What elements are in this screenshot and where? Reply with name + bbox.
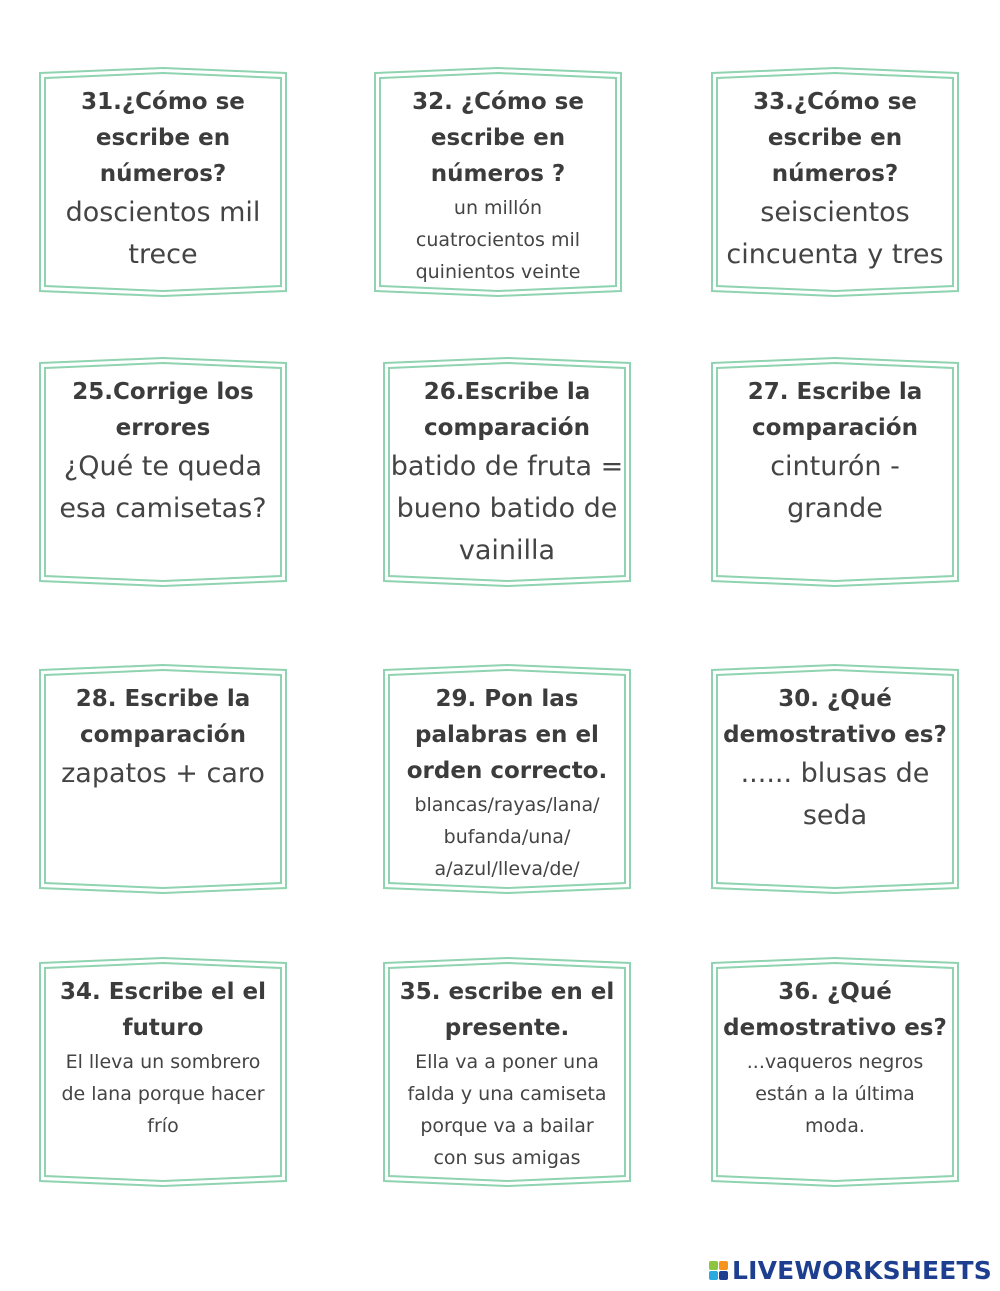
question-card-33: [712, 68, 958, 296]
card-body: Ella va a poner una falda y una camiseta porque va a bailar con sus amigas: [407, 1051, 607, 1169]
question-card-28: [40, 665, 286, 893]
question-card-35: [384, 958, 630, 1186]
card-body: seiscientos cincuenta y tres: [726, 197, 944, 270]
question-card-31: [40, 68, 286, 296]
card-title: 27. Escribe la comparación: [747, 379, 923, 441]
card-body: un millón cuatrocientos mil quinientos veinte: [415, 197, 581, 283]
card-body: El lleva un sombrero de lana porque hacer frío: [61, 1051, 265, 1137]
card-body: ...... blusas de seda: [740, 758, 930, 831]
card-body: batido de fruta = bueno batido de vainilla: [390, 451, 624, 566]
card-title: 36. ¿Qué demostrativo es?: [723, 979, 947, 1041]
liveworksheets-logo[interactable]: [709, 1256, 992, 1285]
card-title: 29. Pon las palabras en el orden correcto.: [406, 686, 608, 784]
question-card-30: [712, 665, 958, 893]
liveworksheets-logo-icon: [709, 1261, 728, 1280]
card-title: 32. ¿Cómo se escribe en números ?: [412, 89, 584, 187]
question-card-25: [40, 358, 286, 586]
card-title: 34. Escribe el el futuro: [59, 979, 267, 1041]
question-card-36: [712, 958, 958, 1186]
card-body: cinturón - grande: [770, 451, 900, 524]
card-body: doscientos mil trece: [65, 197, 261, 270]
card-title: 33.¿Cómo se escribe en números?: [753, 89, 917, 187]
card-title: 35. escribe en el presente.: [399, 979, 615, 1041]
question-card-32: [375, 68, 621, 296]
question-card-27: [712, 358, 958, 586]
card-body: zapatos + caro: [61, 758, 265, 789]
question-card-26: [384, 358, 630, 586]
card-title: 31.¿Cómo se escribe en números?: [81, 89, 245, 187]
card-body: ¿Qué te queda esa camisetas?: [59, 451, 267, 524]
card-body: ...vaqueros negros están a la última moda.: [746, 1051, 924, 1137]
question-card-34: [40, 958, 286, 1186]
card-body: blancas/rayas/lana/ bufanda/una/ a/azul/lleva/de/: [414, 794, 600, 880]
card-title: 26.Escribe la comparación: [423, 379, 591, 441]
card-title: 30. ¿Qué demostrativo es?: [723, 686, 947, 748]
question-card-29: [384, 665, 630, 893]
logo-text: LIVEWORKSHEETS: [731, 1256, 992, 1285]
card-title: 28. Escribe la comparación: [75, 686, 251, 748]
card-title: 25.Corrige los errores: [72, 379, 254, 441]
